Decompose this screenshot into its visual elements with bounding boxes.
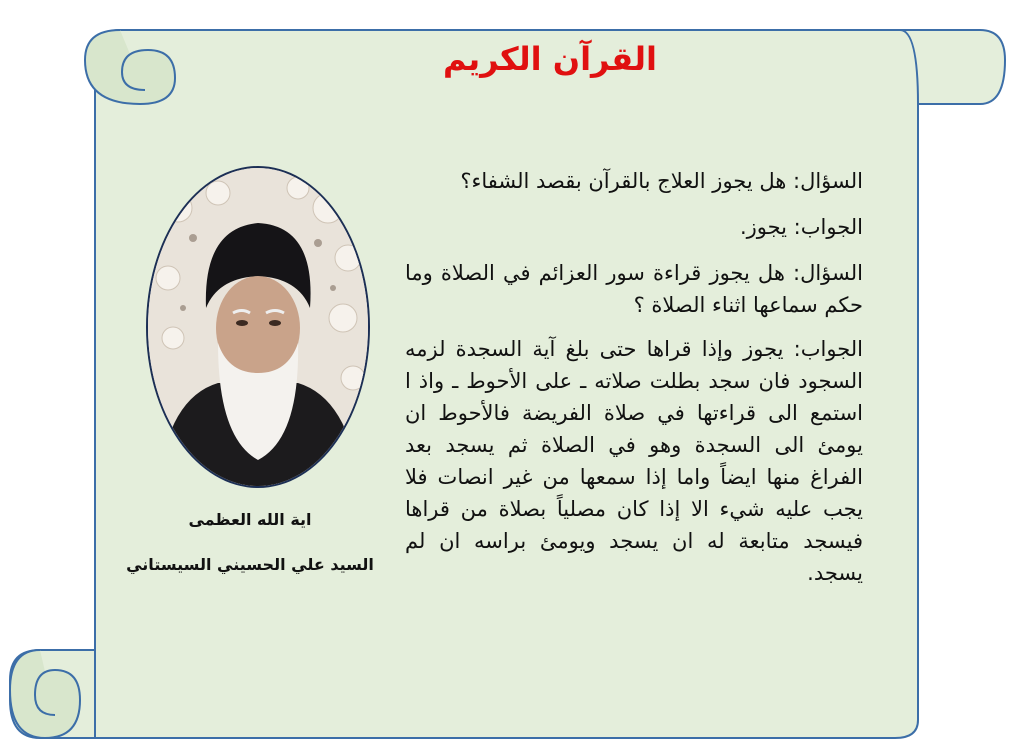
answer-2: الجواب: يجوز وإذا قراها حتى بلغ آية السجدة لزمه السجود فان سجد بطلت صلاته ـ على الأحوط ـ واذ ا استمع الى قراءتها في صلاة الفريضة فالأحوط ان يومئ الى السجدة وهو في الصلاة ثم يسجد بعد الفراغ منها ايضاً واما إذا سمعها من غير انصات فلا يجب عليه شيء الا إذا كان مصلياً بصلاة من قراها فيسجد متابعة له ان يسجد ويومئ براسه ان لم يسجد.	[405, 337, 863, 585]
answer-1: الجواب: يجوز.	[739, 215, 863, 239]
caption-title: اية الله العظمى	[188, 510, 312, 529]
page-title: القرآن الكريم	[443, 40, 657, 78]
question-1: السؤال: هل يجوز العلاج بالقرآن بقصد الشفاء؟	[460, 169, 863, 193]
caption-name: السيد علي الحسيني السيستاني	[126, 555, 374, 574]
portrait-photo	[146, 166, 370, 488]
qa-text-block	[405, 165, 863, 603]
question-2: السؤال: هل يجوز قراءة سور العزائم في الصلاة وما حكم سماعها اثناء الصلاة ؟	[405, 261, 863, 317]
